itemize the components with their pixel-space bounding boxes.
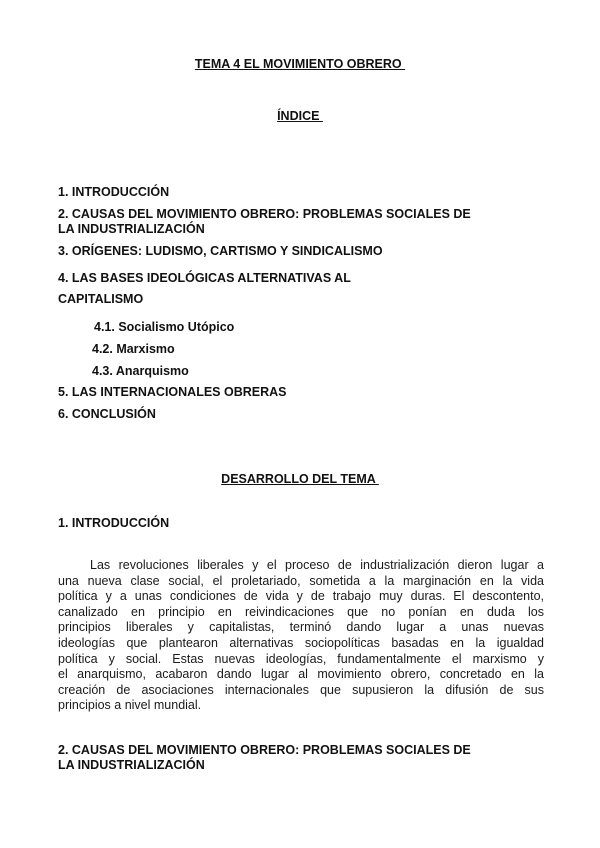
section1-heading: 1. INTRODUCCIÓN xyxy=(58,516,170,530)
paragraph-line: una nueva clase social, el proletariado, sometida a la marginación en la vida xyxy=(58,573,544,588)
toc-item-internacionales: 5. LAS INTERNACIONALES OBRERAS xyxy=(58,385,287,399)
paragraph-line: Las revoluciones liberales y el proceso de industrialización dieron lugar a xyxy=(90,558,544,572)
toc-item-causas-cont: LA INDUSTRIALIZACIÓN xyxy=(58,222,205,236)
paragraph-line: canalizado en principio en reivindicaciones que no ponían en duda los xyxy=(58,604,544,619)
toc-subitem-socialismo: 4.1. Socialismo Utópico xyxy=(94,320,235,334)
index-heading-text: ÍNDICE xyxy=(277,109,323,123)
toc-item-conclusion: 6. CONCLUSIÓN xyxy=(58,407,156,421)
toc-subitem-anarquismo: 4.3. Anarquismo xyxy=(92,364,189,378)
paragraph-line: política y social. Estas nuevas ideologías, fundamentalmente el marxismo y xyxy=(58,651,544,666)
paragraph-line: creación de asociaciones internacionales que supusieron la difusión de sus xyxy=(58,682,544,697)
toc-item-causas: 2. CAUSAS DEL MOVIMIENTO OBRERO: PROBLEMAS SOCIALES DE xyxy=(58,207,471,221)
toc-item-introduccion: 1. INTRODUCCIÓN xyxy=(58,185,170,199)
section2-heading-line1: 2. CAUSAS DEL MOVIMIENTO OBRERO: PROBLEMAS SOCIALES DE xyxy=(58,743,471,757)
toc-item-origenes: 3. ORÍGENES: LUDISMO, CARTISMO Y SINDICALISMO xyxy=(58,244,383,258)
paragraph-line: principios liberales y capitalistas, terminó dando lugar a unas nuevas xyxy=(58,620,544,635)
document-title-text: TEMA 4 EL MOVIMIENTO OBRERO xyxy=(194,57,406,71)
toc-item-bases: 4. LAS BASES IDEOLÓGICAS ALTERNATIVAS AL xyxy=(58,271,351,285)
development-heading-text: DESARROLLO DEL TEMA xyxy=(221,472,379,486)
section1-paragraph xyxy=(58,558,544,714)
development-heading xyxy=(0,472,600,487)
toc-item-bases-cont: CAPITALISMO xyxy=(58,292,144,306)
index-heading xyxy=(0,109,600,124)
toc-subitem-marxismo: 4.2. Marxismo xyxy=(92,342,175,356)
section2-heading-line2: LA INDUSTRIALIZACIÓN xyxy=(58,758,205,772)
paragraph-line: ideologías que plantearon alternativas sociopolíticas basadas en la igualdad xyxy=(58,635,544,650)
document-title xyxy=(0,57,600,72)
paragraph-line: el anarquismo, acabaron dando lugar al movimiento obrero, concretado en la xyxy=(58,667,544,682)
paragraph-line: política y a unas condiciones de vida y de trabajo muy duras. El descontento, xyxy=(58,589,544,604)
paragraph-line: principios a nivel mundial. xyxy=(58,698,202,713)
